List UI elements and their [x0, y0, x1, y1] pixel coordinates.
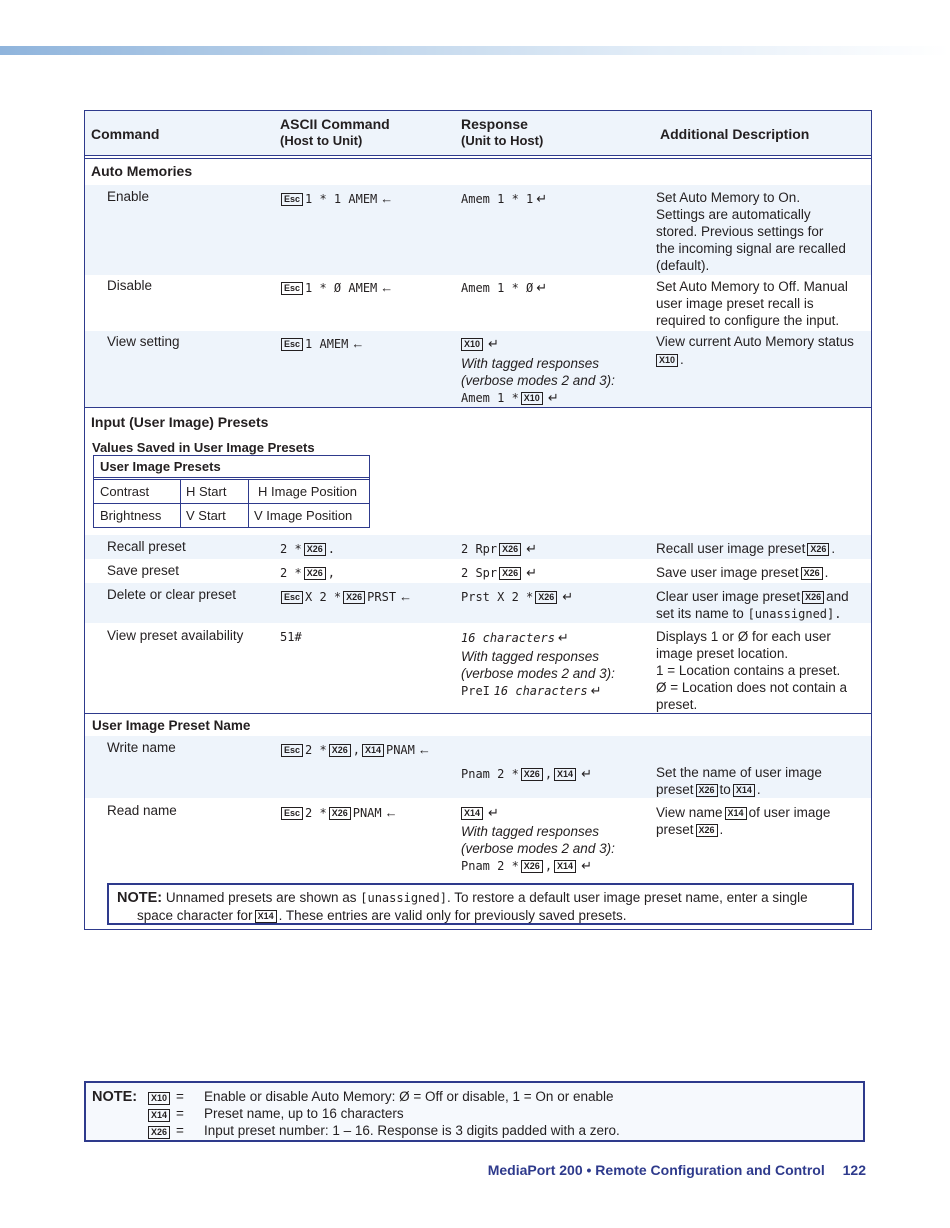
resp-save: [461, 565, 537, 581]
resp-recall-text: 2 Rpr: [461, 542, 498, 556]
cmd-recall-text: 2 *: [280, 542, 302, 556]
command-table: [84, 110, 872, 930]
tagged-line-1: With tagged responses: [461, 649, 599, 664]
resp-availability: [461, 630, 569, 646]
cmd-write-comma: ,: [352, 743, 360, 757]
label-read-name: Read name: [107, 803, 177, 818]
resp-view-tagged: [461, 390, 559, 406]
note-text: . These entries are valid only for previously saved presets.: [278, 908, 627, 923]
return-arrow-icon: ↵: [488, 805, 499, 820]
cmd-recall: [280, 541, 335, 556]
esc-key: Esc: [281, 807, 303, 820]
resp-delete-text: Prst X 2 *: [461, 590, 534, 604]
desc-line: Set Auto Memory to Off. Manual: [656, 279, 848, 294]
label-delete: Delete or clear preset: [107, 587, 237, 602]
cmd-enable-text: 1 * 1 AMEM: [305, 192, 378, 206]
x14-key: X14: [725, 807, 747, 820]
note-unnamed-presets: [107, 883, 854, 925]
cmd-delete-text: X 2 *: [305, 590, 342, 604]
left-arrow-icon: ←: [399, 589, 413, 604]
esc-key: Esc: [281, 591, 303, 604]
label-save: Save preset: [107, 563, 180, 578]
desc-write-to: to: [719, 782, 731, 797]
desc-write-preset: preset: [656, 782, 694, 797]
header-response: Response: [461, 116, 528, 132]
desc-read-line1: [656, 805, 830, 820]
cmd-save-text: 2 *: [280, 566, 302, 580]
desc-line: stored. Previous settings for: [656, 224, 824, 239]
desc-delete-text: Clear user image preset: [656, 589, 801, 604]
note2-text: Input preset number: 1 – 16. Response is 3 digits padded with a zero.: [204, 1123, 620, 1138]
label-availability: View preset availability: [107, 628, 244, 643]
page-footer: [488, 1162, 866, 1178]
note2-text: Enable or disable Auto Memory: Ø = Off or disable, 1 = On or enable: [204, 1089, 614, 1104]
x26-key: X26: [696, 784, 718, 797]
cmd-save-end: ,: [327, 566, 335, 580]
resp-enable: [461, 191, 547, 207]
x14-key: X14: [148, 1109, 170, 1122]
section-rule: [85, 713, 871, 714]
values-title: Values Saved in User Image Presets: [92, 440, 315, 455]
note2-key: [146, 1090, 172, 1105]
x14-key: X14: [255, 910, 277, 923]
note-label: NOTE:: [117, 890, 163, 906]
cmd-write-end: PNAM: [385, 743, 415, 757]
note-text: Unnamed presets are shown as: [165, 890, 357, 905]
return-arrow-icon: ↵: [536, 280, 548, 295]
header-command: Command: [91, 126, 160, 142]
inner-cell: V Start: [186, 508, 226, 523]
label-disable: Disable: [107, 278, 153, 293]
label-write-name: Write name: [107, 740, 176, 755]
header-rule: [85, 158, 871, 159]
cmd-write-name: [279, 742, 431, 757]
resp-recall: [461, 541, 537, 557]
section-auto-memories: Auto Memories: [91, 163, 193, 179]
desc-line: (default).: [656, 258, 710, 273]
resp-tag-text: Pnam 2 *: [461, 859, 519, 873]
desc-read-of: of user image: [748, 805, 831, 820]
resp-view-setting: [459, 336, 499, 352]
resp-tag-italic: 16 characters: [493, 684, 588, 698]
desc-line: preset.: [656, 697, 698, 712]
note2-key: [146, 1107, 172, 1122]
desc-delete-line2: [656, 606, 841, 621]
x14-key: X14: [554, 768, 576, 781]
desc-recall: Recall user image preset X26 .: [656, 541, 836, 556]
tagged-line-2: (verbose modes 2 and 3):: [461, 666, 615, 681]
left-arrow-icon: ←: [380, 280, 394, 295]
desc-line: the incoming signal are recalled: [656, 241, 846, 256]
x14-key: X14: [362, 744, 384, 757]
esc-key: Esc: [281, 282, 303, 295]
header-description: Additional Description: [660, 126, 810, 142]
resp-tag-text: PreI: [461, 684, 490, 698]
label-enable: Enable: [107, 189, 150, 204]
inner-cell: H Image Position: [258, 484, 357, 499]
note-text: . To restore a default user image preset name, enter a single: [446, 890, 808, 905]
cmd-read-end: PNAM: [352, 806, 382, 820]
x26-key: X26: [304, 567, 326, 580]
cmd-read-text: 2 *: [305, 806, 327, 820]
desc-availability: [656, 628, 847, 713]
inner-cell: H Start: [186, 484, 227, 499]
desc-write-line1: Set the name of user image: [656, 765, 822, 780]
tagged-line-2: (verbose modes 2 and 3):: [461, 841, 615, 856]
x26-key: X26: [521, 860, 543, 873]
return-arrow-icon: ↵: [581, 858, 592, 873]
return-arrow-icon: ↵: [526, 541, 538, 556]
left-arrow-icon: ←: [384, 805, 398, 820]
cmd-delete: [279, 589, 412, 604]
note-text: space character for: [137, 908, 253, 923]
desc-view-line1: View current Auto Memory status: [656, 334, 854, 349]
x26-key: X26: [329, 744, 351, 757]
cmd-save: [280, 565, 335, 580]
cmd-read-name: [279, 805, 398, 820]
left-arrow-icon: ←: [351, 336, 365, 351]
desc-save: Save user image preset X26 .: [656, 565, 829, 580]
return-arrow-icon: ↵: [581, 766, 592, 781]
resp-read-tagged: [461, 858, 592, 874]
x26-key: X26: [521, 768, 543, 781]
x26-key: X26: [696, 824, 718, 837]
resp-disable-text: Amem 1 * Ø: [461, 281, 534, 295]
x26-key: X26: [807, 543, 829, 556]
desc-line: required to configure the input.: [656, 313, 840, 328]
x26-key: X26: [802, 591, 824, 604]
section-rule: [85, 407, 871, 408]
desc-read-line2: preset X26 .: [656, 822, 724, 837]
left-arrow-icon: ←: [417, 742, 431, 757]
note2-eq: =: [176, 1089, 184, 1104]
left-arrow-icon: ←: [380, 191, 394, 206]
cmd-recall-end: .: [327, 542, 335, 556]
desc-line: 1 = Location contains a preset.: [656, 663, 841, 678]
user-image-presets-box: [93, 455, 370, 528]
return-arrow-icon: ↵: [590, 683, 602, 698]
inner-title: User Image Presets: [100, 459, 221, 474]
desc-line: Settings are automatically: [656, 207, 811, 222]
desc-line: Ø = Location does not contain a: [656, 680, 848, 695]
resp-availability-tagged: [461, 683, 602, 699]
desc-delete-mono: [unassigned].: [747, 607, 842, 621]
x10-key: X10: [656, 354, 678, 367]
label-view-setting: View setting: [107, 334, 180, 349]
return-arrow-icon: ↵: [526, 565, 538, 580]
resp-read-comma: ,: [544, 859, 553, 873]
return-arrow-icon: ↵: [536, 191, 548, 206]
desc-view-line2: X10 .: [654, 352, 684, 367]
tagged-line-1: With tagged responses: [461, 824, 599, 839]
cmd-disable-text: 1 * Ø AMEM: [305, 281, 378, 295]
resp-tag-text: Amem 1 *: [461, 391, 519, 405]
cmd-availability: 51#: [280, 630, 302, 644]
desc-save-text: Save user image preset: [656, 565, 799, 580]
desc-disable: [656, 278, 848, 329]
return-arrow-icon: ↵: [488, 336, 499, 351]
x26-key: X26: [499, 543, 521, 556]
tagged-line-2: (verbose modes 2 and 3):: [461, 373, 615, 388]
desc-recall-text: Recall user image preset: [656, 541, 806, 556]
inner-cell: V Image Position: [254, 508, 353, 523]
header-ascii-sub: (Host to Unit): [280, 133, 363, 148]
resp-disable: [461, 280, 547, 296]
x26-key: X26: [535, 591, 557, 604]
header-response-sub: (Unit to Host): [461, 133, 544, 148]
tagged-line-1: With tagged responses: [461, 356, 599, 371]
desc-read-preset: preset: [656, 822, 694, 837]
desc-enable: [656, 189, 846, 274]
note2-key: [146, 1124, 172, 1139]
resp-delete: [461, 589, 573, 605]
x26-key: X26: [343, 591, 365, 604]
note2-eq: =: [176, 1123, 184, 1138]
esc-key: Esc: [281, 744, 303, 757]
resp-availability-text: 16 characters: [461, 631, 555, 645]
section-presets: Input (User Image) Presets: [91, 414, 269, 430]
note2-label: NOTE:: [92, 1089, 138, 1105]
cmd-view-text: 1 AMEM: [305, 337, 349, 351]
return-arrow-icon: ↵: [562, 589, 574, 604]
section-preset-name: User Image Preset Name: [92, 718, 251, 733]
resp-read-name: [459, 805, 499, 821]
desc-write-line2: preset X26 to X14 .: [656, 782, 761, 797]
desc-line: Set Auto Memory to On.: [656, 190, 801, 205]
desc-delete-text2: set its name to: [656, 606, 744, 621]
return-arrow-icon: ↵: [547, 390, 559, 405]
return-arrow-icon: ↵: [557, 630, 569, 645]
x14-key: X14: [554, 860, 576, 873]
inner-cell: Contrast: [100, 484, 150, 499]
resp-write-name: [461, 766, 592, 782]
cmd-enable: [279, 191, 393, 206]
resp-write-comma: ,: [544, 767, 553, 781]
footer-title: MediaPort 200 • Remote Configuration and Control: [487, 1162, 825, 1178]
resp-save-text: 2 Spr: [461, 566, 498, 580]
note-mono: [unassigned]: [360, 891, 447, 905]
note-variables: [84, 1081, 865, 1142]
x10-key: X10: [148, 1092, 170, 1105]
cmd-write-text: 2 *: [305, 743, 327, 757]
page-number: 122: [842, 1162, 866, 1178]
header-ascii: ASCII Command: [280, 116, 390, 132]
x14-key: X14: [461, 807, 483, 820]
x26-key: X26: [801, 567, 823, 580]
resp-enable-text: Amem 1 * 1: [461, 192, 534, 206]
note2-eq: =: [176, 1106, 184, 1121]
x26-key: X26: [329, 807, 351, 820]
note2-text: Preset name, up to 16 characters: [204, 1106, 404, 1121]
cmd-delete-end: PRST: [367, 590, 397, 604]
desc-line: image preset location.: [656, 646, 789, 661]
x26-key: X26: [304, 543, 326, 556]
inner-cell: Brightness: [100, 508, 162, 523]
x10-key: X10: [521, 392, 543, 405]
desc-delete-and: and: [826, 589, 849, 604]
desc-read-view: View name: [656, 805, 723, 820]
header-gradient-bar: [0, 46, 950, 55]
x26-key: X26: [148, 1126, 170, 1139]
cmd-view-setting: [279, 336, 364, 351]
x26-key: X26: [499, 567, 521, 580]
desc-line: Displays 1 or Ø for each user: [656, 629, 831, 644]
esc-key: Esc: [281, 338, 303, 351]
desc-line: user image preset recall is: [656, 296, 814, 311]
resp-write-text: Pnam 2 *: [461, 767, 519, 781]
label-recall: Recall preset: [107, 539, 186, 554]
cmd-disable: [279, 280, 393, 295]
esc-key: Esc: [281, 193, 303, 206]
x14-key: X14: [733, 784, 755, 797]
x10-key: X10: [461, 338, 483, 351]
desc-delete-line1: [656, 589, 849, 604]
